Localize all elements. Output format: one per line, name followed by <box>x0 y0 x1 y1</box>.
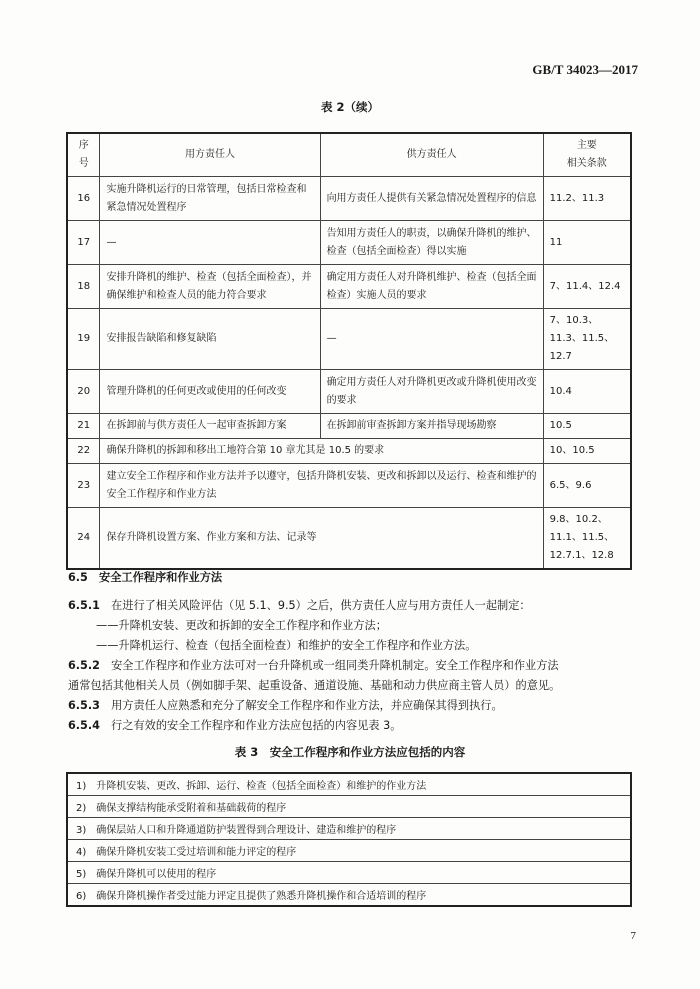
table-row <box>67 265 631 309</box>
section-heading: 6.5 安全工作程序和作业方法 <box>68 571 223 584</box>
cell-supplier: 告知用方责任人的职责，以确保升降机的维护、检查（包括全面检查）得以实施 <box>320 221 543 265</box>
paragraph-6-5-2-cont: 通常包括其他相关人员（例如脚手架、起重设备、通道设施、基础和动力供应商主管人员）的意见。 <box>68 679 561 692</box>
col-header-clauses: 主要 相关条款 <box>543 133 631 177</box>
table-row <box>67 464 631 508</box>
table-3 <box>66 772 632 907</box>
table2-title: 表 2（续） <box>320 100 379 114</box>
col-header-no: 序号 <box>67 133 100 177</box>
paragraph-6-5-3: 6.5.3 用方责任人应熟悉和充分了解安全工作程序和作业方法，并应确保其得到执行。 <box>68 699 503 712</box>
standard-code: GB/T 34023—2017 <box>532 62 638 77</box>
table-row <box>67 884 631 907</box>
cell-no: 23 <box>67 464 100 508</box>
cell-content: 3) 确保层站人口和升降通道防护装置得到合理设计、建造和维护的程序 <box>67 818 631 840</box>
table-row <box>67 177 631 221</box>
table-row <box>67 508 631 570</box>
cell-user: 实施升降机运行的日常管理，包括日常检查和紧急情况处置程序 <box>100 177 320 221</box>
cell-clauses: 9.8、10.2、11.1、11.5、12.7.1、12.8 <box>543 508 631 570</box>
table-row <box>67 840 631 862</box>
cell-user: 安排报告缺陷和修复缺陷 <box>100 309 320 370</box>
paragraph-6-5-1: 6.5.1 在进行了相关风险评估（见 5.1、9.5）之后，供方责任人应与用方责任人一起制定： <box>68 599 531 612</box>
cell-no: 19 <box>67 309 100 370</box>
col-header-supplier: 供方责任人 <box>320 133 543 177</box>
cell-clauses: 10.4 <box>543 370 631 414</box>
cell-content: 6) 确保升降机操作者受过能力评定且提供了熟悉升降机操作和合适培训的程序 <box>67 884 631 907</box>
cell-clauses: 6.5、9.6 <box>543 464 631 508</box>
cell-merged: 保存升降机设置方案、作业方案和方法、记录等 <box>100 508 543 570</box>
table-row <box>67 796 631 818</box>
cell-user: 在拆卸前与供方责任人一起审查拆卸方案 <box>100 414 320 439</box>
list-item: ——升降机安装、更改和拆卸的安全工作程序和作业方法； <box>96 619 387 632</box>
cell-no: 16 <box>67 177 100 221</box>
cell-merged: 建立安全工作程序和作业方法并予以遵守，包括升降机安装、更改和拆卸以及运行、检查和维护的安全工作程序和作业方法 <box>100 464 543 508</box>
page-number: 7 <box>630 930 636 942</box>
cell-no: 17 <box>67 221 100 265</box>
cell-no: 18 <box>67 265 100 309</box>
paragraph-6-5-4: 6.5.4 行之有效的安全工作程序和作业方法应包括的内容见表 3。 <box>68 719 402 732</box>
cell-content: 5) 确保升降机可以使用的程序 <box>67 862 631 884</box>
cell-clauses: 11 <box>543 221 631 265</box>
cell-supplier: 在拆卸前审查拆卸方案并指导现场勘察 <box>320 414 543 439</box>
cell-no: 21 <box>67 414 100 439</box>
cell-user: 管理升降机的任何更改或使用的任何改变 <box>100 370 320 414</box>
table-row <box>67 370 631 414</box>
table-row <box>67 773 631 796</box>
table-row <box>67 414 631 439</box>
table-row <box>67 439 631 464</box>
cell-content: 4) 确保升降机安装工受过培训和能力评定的程序 <box>67 840 631 862</box>
cell-clauses: 11.2、11.3 <box>543 177 631 221</box>
cell-content: 1) 升降机安装、更改、拆卸、运行、检查（包括全面检查）和维护的作业方法 <box>67 773 631 796</box>
cell-content: 2) 确保支撑结构能承受附着和基础载荷的程序 <box>67 796 631 818</box>
cell-supplier: 确定用方责任人对升降机维护、检查（包括全面检查）实施人员的要求 <box>320 265 543 309</box>
paragraph-6-5-2: 6.5.2 安全工作程序和作业方法可对一台升降机或一组同类升降机制定。安全工作程序和作业方法 <box>68 659 559 672</box>
table-row <box>67 221 631 265</box>
list-item: ——升降机运行、检查（包括全面检查）和维护的安全工作程序和作业方法。 <box>96 639 477 652</box>
table-header-row <box>67 133 631 177</box>
table-row <box>67 818 631 840</box>
cell-clauses: 10、10.5 <box>543 439 631 464</box>
cell-no: 20 <box>67 370 100 414</box>
cell-no: 24 <box>67 508 100 570</box>
cell-supplier: 确定用方责任人对升降机更改或升降机使用改变的要求 <box>320 370 543 414</box>
cell-user: 安排升降机的维护、检查（包括全面检查），并确保维护和检查人员的能力符合要求 <box>100 265 320 309</box>
cell-clauses: 10.5 <box>543 414 631 439</box>
cell-supplier: — <box>320 309 543 370</box>
table-row <box>67 862 631 884</box>
cell-merged: 确保升降机的拆卸和移出工地符合第 10 章尤其是 10.5 的要求 <box>100 439 543 464</box>
cell-clauses: 7、11.4、12.4 <box>543 265 631 309</box>
table-2 <box>66 132 632 570</box>
cell-user: — <box>100 221 320 265</box>
col-header-user: 用方责任人 <box>100 133 320 177</box>
table3-title: 表 3 安全工作程序和作业方法应包括的内容 <box>234 745 466 759</box>
cell-no: 22 <box>67 439 100 464</box>
cell-clauses: 7、10.3、11.3、11.5、12.7 <box>543 309 631 370</box>
table-row <box>67 309 631 370</box>
cell-supplier: 向用方责任人提供有关紧急情况处置程序的信息 <box>320 177 543 221</box>
